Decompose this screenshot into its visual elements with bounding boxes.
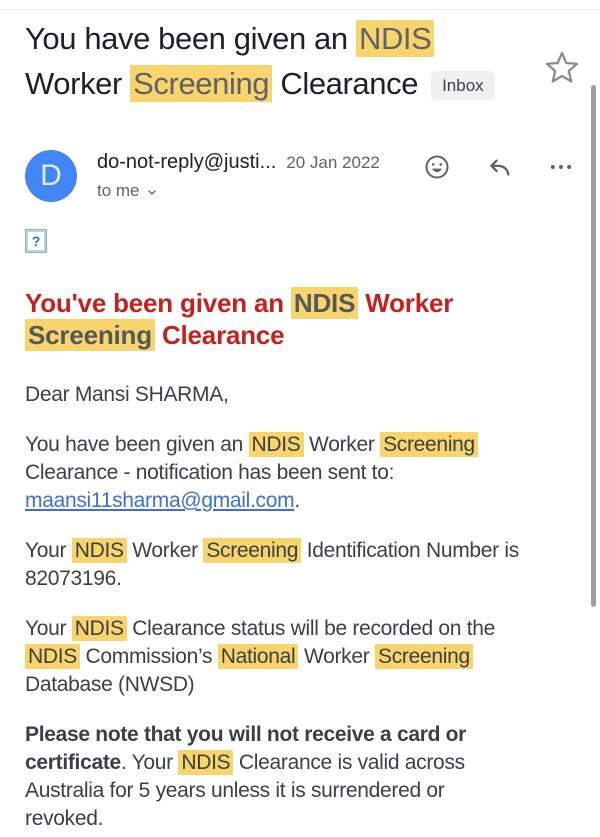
greeting-paragraph: Dear Mansi SHARMA, xyxy=(25,383,229,406)
highlighted-text: NDIS xyxy=(178,750,233,775)
highlighted-text: Screening xyxy=(203,538,301,563)
avatar[interactable]: D xyxy=(25,150,77,202)
email-body-heading: You've been given an NDIS Worker Screening Clearance xyxy=(25,288,454,350)
header-divider xyxy=(0,9,600,10)
body-paragraph: Your NDIS Clearance status will be recorded on the NDIS Commission’s National Worker Screening Database (NWSD) xyxy=(25,617,495,696)
highlighted-text: National xyxy=(218,644,299,669)
subject-text: You have been given an NDIS Worker Screening Clearance xyxy=(25,20,434,102)
highlighted-text: Screening xyxy=(375,644,473,669)
star-button[interactable] xyxy=(544,50,580,86)
smiley-icon xyxy=(423,153,451,181)
highlighted-text: NDIS xyxy=(356,20,434,57)
body-paragraph: Please note that you will not receive a card or certificate. Your NDIS Clearance is valid across Australia for 5 years unless it is surrendered or revoked. xyxy=(25,723,467,830)
inbox-label-chip[interactable]: Inbox xyxy=(431,71,495,100)
highlighted-text: Screening xyxy=(25,319,155,351)
email-address-link[interactable]: maansi11sharma@gmail.com xyxy=(25,489,295,512)
recipient-label: to me xyxy=(97,181,140,200)
reply-button[interactable] xyxy=(485,153,513,181)
more-options-button[interactable] xyxy=(547,153,575,181)
highlighted-text: Screening xyxy=(130,65,272,102)
body-paragraph: You have been given an NDIS Worker Screening Clearance - notification has been sent to: maansi11sharma@gmail.com. xyxy=(25,431,587,515)
reply-arrow-icon xyxy=(485,153,513,181)
chevron-down-icon xyxy=(144,182,160,200)
email-date: 20 Jan 2022 xyxy=(286,153,380,172)
recipient-row[interactable] xyxy=(97,181,380,201)
star-icon xyxy=(544,50,580,86)
broken-image-icon[interactable]: ? xyxy=(25,229,47,253)
email-subject xyxy=(25,16,535,106)
highlighted-text: Screening xyxy=(380,432,478,457)
highlighted-text: NDIS xyxy=(291,287,358,319)
sender-row xyxy=(25,150,575,204)
emoji-reaction-button[interactable] xyxy=(423,153,451,181)
highlighted-text: NDIS xyxy=(72,538,127,563)
highlighted-text: NDIS xyxy=(249,432,304,457)
highlighted-text: NDIS xyxy=(25,644,80,669)
scrollbar[interactable] xyxy=(591,85,596,607)
sender-name[interactable]: do-not-reply@justi... xyxy=(97,151,277,173)
highlighted-text: NDIS xyxy=(72,616,127,641)
email-body xyxy=(25,287,587,833)
body-paragraph: Your NDIS Worker Screening Identification Number is 82073196. xyxy=(25,539,519,590)
three-dots-icon xyxy=(547,153,575,181)
